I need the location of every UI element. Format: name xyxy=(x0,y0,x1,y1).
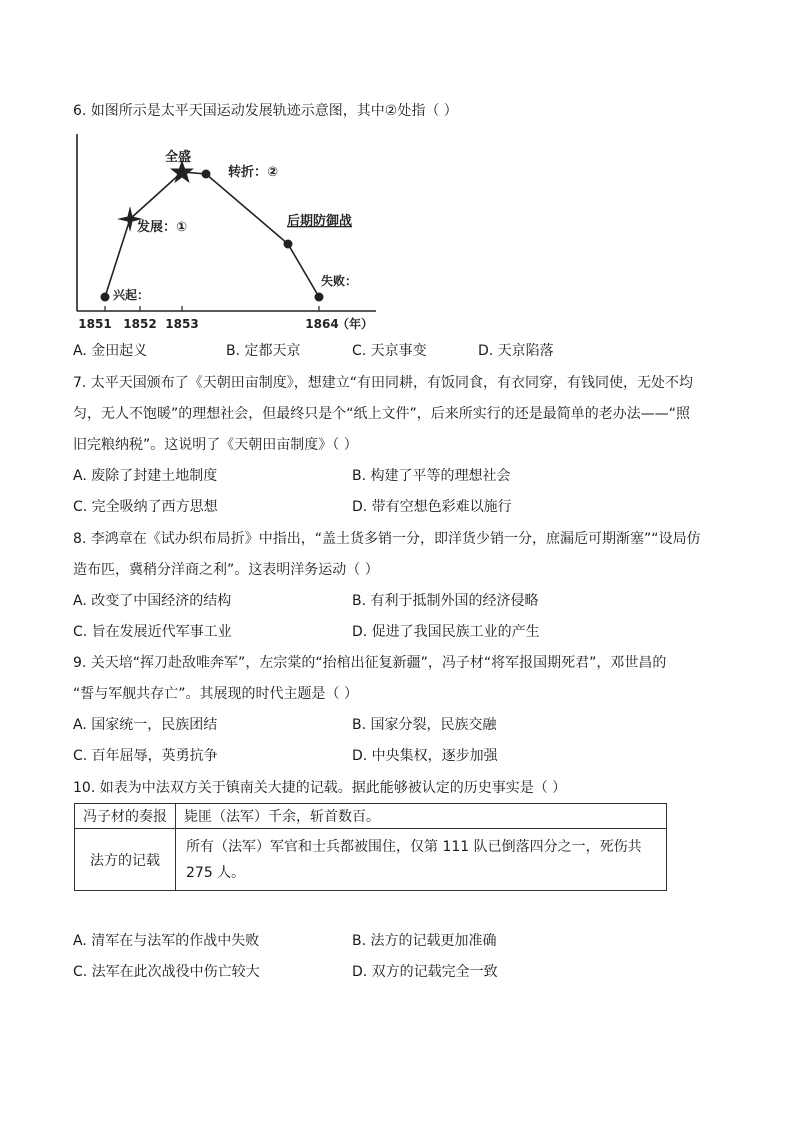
q7-option-c[interactable]: C. 完全吸纳了西方思想 xyxy=(73,499,218,515)
point-fail xyxy=(315,293,324,302)
label-peak: 全盛 xyxy=(165,150,192,165)
q9-option-a[interactable]: A. 国家统一，民族团结 xyxy=(73,717,218,733)
q8-option-d[interactable]: D. 促进了我国民族工业的产生 xyxy=(352,624,540,640)
x-tick-1852: 1852 xyxy=(123,317,157,331)
q6-option-c[interactable]: C. 天京事变 xyxy=(352,343,427,359)
table-key: 冯子材的奏报 xyxy=(75,804,176,829)
point-turn xyxy=(202,170,211,179)
x-tick-1853: 1853 xyxy=(165,317,199,331)
point-rise xyxy=(101,293,110,302)
q8-option-b[interactable]: B. 有利于抵制外国的经济侵略 xyxy=(352,593,539,609)
q6-option-d[interactable]: D. 天京陷落 xyxy=(478,343,554,359)
q9-stem-line-2: “誓与军舰共存亡”。其展现的时代主题是（ ） xyxy=(73,686,358,702)
q9-option-c[interactable]: C. 百年屈辱，英勇抗争 xyxy=(73,748,218,764)
q10-option-b[interactable]: B. 法方的记载更加准确 xyxy=(352,933,497,949)
q9-option-d[interactable]: D. 中央集权，逐步加强 xyxy=(352,748,498,764)
q7-option-a[interactable]: A. 废除了封建土地制度 xyxy=(73,468,218,484)
label-late-defense: 后期防御战 xyxy=(287,214,353,229)
q7-stem-line-1: 7. 太平天国颁布了《天朝田亩制度》，想建立“有田同耕，有饭同食，有衣同穿，有钱同使，无处不均 xyxy=(73,375,694,391)
q8-option-a[interactable]: A. 改变了中国经济的结构 xyxy=(73,593,232,609)
q10-option-c[interactable]: C. 法军在此次战役中伤亡较大 xyxy=(73,964,260,980)
q7-stem-line-3: 旧完粮纳税”。这说明了《天朝田亩制度》（ ） xyxy=(73,437,358,453)
table-value: 毙匪（法军）千余，斩首数百。 xyxy=(176,804,667,829)
q6-chart xyxy=(66,128,386,333)
point-late-defense xyxy=(284,240,293,249)
x-axis-unit: （年） xyxy=(337,317,374,331)
q6-option-a[interactable]: A. 金田起义 xyxy=(73,343,148,359)
q9-stem-line-1: 9. 关天培“挥刀赴敌唯奔军”，左宗棠的“抬棺出征复新疆”，冯子材“将军报国期死君”，邓世昌的 xyxy=(73,655,667,671)
q10-stem: 10. 如表为中法双方关于镇南关大捷的记载。据此能够被认定的历史事实是（ ） xyxy=(73,780,567,796)
q9-option-b[interactable]: B. 国家分裂，民族交融 xyxy=(352,717,497,733)
q7-option-d[interactable]: D. 带有空想色彩难以施行 xyxy=(352,499,512,515)
q10-record-table xyxy=(74,803,667,891)
q6-stem: 6. 如图所示是太平天国运动发展轨迹示意图，其中②处指（ ） xyxy=(73,103,458,119)
q8-stem-line-2: 造布匹，冀稍分洋商之利”。这表明洋务运动（ ） xyxy=(73,562,379,578)
table-row xyxy=(75,829,667,891)
q8-option-c[interactable]: C. 旨在发展近代军事工业 xyxy=(73,624,232,640)
label-fail: 失败： xyxy=(321,274,358,288)
label-rise: 兴起： xyxy=(113,288,150,302)
q7-option-b[interactable]: B. 构建了平等的理想社会 xyxy=(352,468,511,484)
q10-option-d[interactable]: D. 双方的记载完全一致 xyxy=(352,964,498,980)
table-row xyxy=(75,804,667,829)
q10-option-a[interactable]: A. 清军在与法军的作战中失败 xyxy=(73,933,260,949)
table-key: 法方的记载 xyxy=(75,829,176,891)
q7-stem-line-2: 匀，无人不饱暖”的理想社会，但最终只是个“纸上文件”，后来所实行的还是最简单的老办法——“照 xyxy=(73,406,691,422)
x-tick-1851: 1851 xyxy=(78,317,112,331)
table-value: 所有（法军）军官和士兵都被围住，仅第 111 队已倒落四分之一，死伤共 275 人。 xyxy=(176,829,667,891)
x-tick-1864: 1864 xyxy=(305,317,339,331)
label-turn: 转折：② xyxy=(228,165,279,180)
q8-stem-line-1: 8. 李鸿章在《试办织布局折》中指出，“盖土货多销一分，即洋货少销一分，庶漏卮可期渐塞”“设局仿 xyxy=(73,531,701,547)
label-develop: 发展：① xyxy=(137,220,188,235)
q6-option-b[interactable]: B. 定都天京 xyxy=(226,343,301,359)
